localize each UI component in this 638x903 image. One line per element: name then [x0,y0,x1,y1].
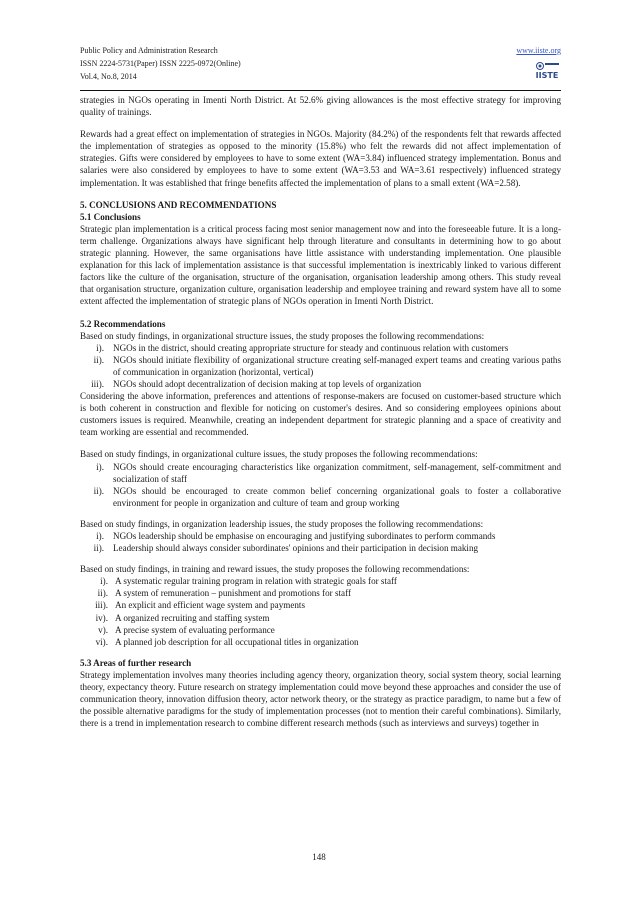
structure-after-paragraph: Considering the above information, preferences and attentions of response-makers are focused on customer-based structure which is both coherent in construction and flexible for noticing on customer's desires. And so considering employees opinions about customers issues is required. Meanwhile, creating an independent department for strategic planning and a space of creativity and team working are essential and recommended. [80,391,561,438]
structure-list [80,342,561,390]
culture-list [80,461,561,509]
logo-text: IISTE [535,71,559,80]
training-list [80,575,561,648]
structure-intro: Based on study findings, in organizational structure issues, the study proposes the following recommendations: [80,330,485,341]
subsection-further-research-heading: 5.3 Areas of further research [80,657,192,668]
list-item: ii). Leadership should always consider subordinates' opinions and their participation in decision making [93,543,479,554]
conclusions-paragraph: Strategic plan implementation is a critical process facing most senior management now and into the foreseeable future. It is a long-term challenge. Organizations always have significant help through literature and consultants in determining how to go about strategic planning. However, the same organisations have little assistance with understanding implementation. One plausible explanation for this lack of implementation assistance is that successful implementation is inextricably linked to various different factors like the culture of the organisation, structure of the organisation, organisation leadership among others. This study reveal that organisation structure, organization culture, organisation leadership and employee training and reward system have all to some extent affected the implementation of strategic plans of NGOs operation in Imenti North District. [80,223,561,307]
list-item: iii). An explicit and efficient wage system and payments [95,600,305,611]
leadership-intro: Based on study findings, in organization leadership issues, the study proposes the following recommendations: [80,518,484,529]
page-number: 148 [312,852,326,862]
list-item: v). A precise system of evaluating performance [98,624,275,635]
list-item: iii). NGOs should adopt decentralization of decision making at top levels of organization [91,378,422,389]
header-rule [80,90,561,91]
issn-line: ISSN 2224-5731(Paper) ISSN 2225-0972(Online) [80,59,241,68]
training-intro: Based on study findings, in training and reward issues, the study proposes the following recommendations: [80,564,470,575]
subsection-recommendations-heading: 5.2 Recommendations [80,318,166,329]
further-research-paragraph: Strategy implementation involves many theories including agency theory, organization theory, social system theory, social learning theory, expectancy theory. Future research on strategy implementation could move beyond these approaches and consider the use of communication theory, innovation diffusion theory, actor network theory, or the strategy as practice paradigm, to name but a few of the possible alternative paradigms for the study of implementation processes (not to mention their careful combinations). Similarly, there is a trend in implementation research to combine different research methods (such as interviews and surveys) together in [80,669,561,729]
leadership-list [80,530,561,554]
intro-paragraph-2: Rewards had a great effect on implementation of strategies in NGOs. Majority (84.2%) of the respondents felt that rewards affected the implementation of strategies as opposed to the minority (15.8%) who felt the rewards did not affect implementation of strategies. Gifts were considered by employees to have to some extent (WA=3.84) influenced strategy implementation. Bonus and salaries were also considered by employees to have to some extent (WA=3.53 and WA=3.61 respectively) influenced strategy implementation. It was established that fringe benefits affected the implementation of plans to a small extent (WA=2.58). [80,129,561,188]
journal-name: Public Policy and Administration Research [80,46,218,55]
list-item: vi). A planned job description for all occupational titles in organization [95,636,359,647]
list-item: i). NGOs leadership should be emphasise on encouraging and justifying subordinates to perform commands [96,531,496,541]
journal-url-link[interactable]: www.iiste.org [516,46,561,55]
intro-paragraph-1: strategies in NGOs operating in Imenti North District. At 52.6% giving allowances is the most effective strategy for improving quality of trainings. [80,95,561,118]
list-item: ii). NGOs should initiate flexibility of organizational structure creating self-managed expert teams and creating various paths of communication in organization (horizontal, vertical) [93,354,561,377]
list-item: i). A systematic regular training program in relation with strategic goals for staff [100,576,397,587]
list-item: ii). A system of remuneration – punishment and promotions for staff [97,588,351,599]
page-body [80,94,561,739]
section-heading: 5. CONCLUSIONS AND RECOMMENDATIONS [80,199,277,210]
list-item: iv). A organized recruiting and staffing system [95,612,270,623]
list-item: i). NGOs should create encouraging characteristics like organization commitment, self-management, self-commitment and socialization of staff [96,461,561,484]
subsection-conclusions-heading: 5.1 Conclusions [80,211,141,222]
page-header [80,44,561,83]
culture-intro: Based on study findings, in organizational culture issues, the study proposes the following recommendations: [80,449,478,460]
list-item: i). NGOs in the district, should creating appropriate structure for steady and continuous relation with customers [96,342,509,353]
iiste-logo-icon [533,61,561,81]
list-item: ii). NGOs should be encouraged to create common belief concerning organizational goals to foster a collaborative environment for people in organization and culture of team and group working [93,485,561,508]
volume-line: Vol.4, No.8, 2014 [80,72,137,81]
